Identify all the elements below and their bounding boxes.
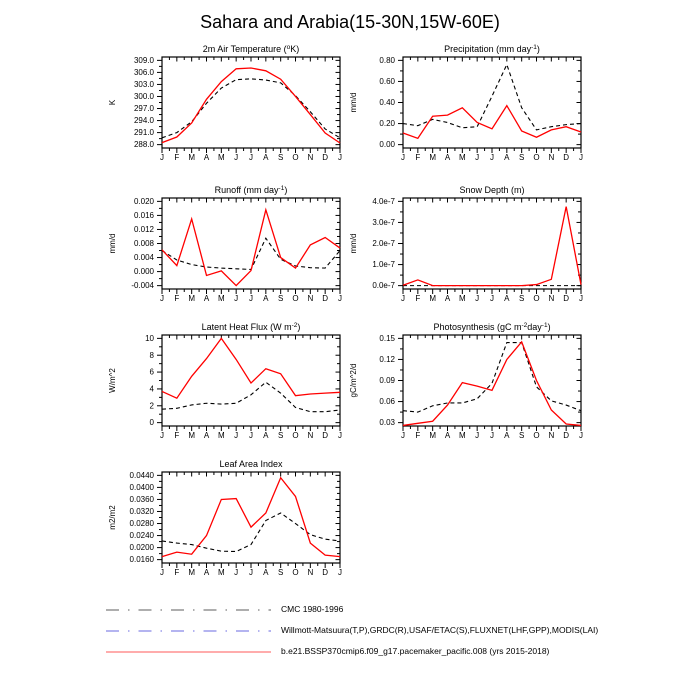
svg-text:D: D: [322, 294, 329, 303]
svg-text:4.0e-7: 4.0e-7: [372, 196, 395, 206]
svg-text:0.008: 0.008: [133, 239, 154, 249]
svg-text:M: M: [429, 294, 437, 303]
panel-2m-air-temperature: [100, 40, 350, 170]
svg-text:0.12: 0.12: [379, 355, 395, 365]
chart-svg: [100, 181, 350, 311]
y-axis-label: mm/d: [349, 92, 358, 113]
y-axis-label: K: [108, 99, 117, 106]
svg-text:J: J: [234, 568, 239, 577]
svg-text:S: S: [518, 153, 525, 162]
panel-leaf-area-index: [100, 455, 350, 585]
svg-text:O: O: [292, 294, 299, 303]
svg-text:10: 10: [145, 333, 154, 343]
svg-text:0.004: 0.004: [133, 253, 154, 263]
svg-text:A: A: [203, 294, 210, 303]
svg-text:M: M: [458, 431, 466, 440]
figure-title: Sahara and Arabia(15-30N,15W-60E): [200, 12, 500, 32]
svg-text:M: M: [429, 153, 437, 162]
svg-text:M: M: [188, 294, 196, 303]
legend-item-cmc: [105, 602, 685, 616]
svg-text:J: J: [160, 431, 164, 440]
obs-line: [162, 382, 340, 411]
svg-text:1.0e-7: 1.0e-7: [372, 260, 395, 270]
svg-text:D: D: [563, 294, 570, 303]
svg-text:J: J: [401, 294, 405, 303]
svg-text:0.15: 0.15: [379, 333, 395, 343]
svg-text:0.06: 0.06: [379, 397, 395, 407]
svg-text:M: M: [188, 431, 196, 440]
panel-title: Precipitation (mm day$^{-1}$): [444, 44, 540, 54]
svg-text:J: J: [338, 153, 342, 162]
svg-text:J: J: [338, 431, 342, 440]
chart-svg: [341, 318, 591, 448]
svg-text:S: S: [277, 431, 284, 440]
legend-line-solid-red: [105, 645, 272, 657]
svg-text:294.0: 294.0: [133, 116, 154, 126]
svg-text:J: J: [475, 431, 480, 440]
model-line: [162, 338, 340, 398]
svg-text:M: M: [188, 153, 196, 162]
panel-precipitation: [341, 40, 591, 170]
svg-text:J: J: [401, 431, 405, 440]
svg-text:F: F: [174, 431, 180, 440]
y-axis-label: mm/d: [108, 233, 117, 254]
svg-text:J: J: [160, 294, 164, 303]
svg-text:0.80: 0.80: [379, 55, 395, 65]
panel-title: Photosynthesis (gC $m^{-2}day^{-1}$): [433, 322, 551, 332]
chart-svg: [100, 40, 350, 170]
svg-text:0.016: 0.016: [133, 211, 154, 221]
model-line: [403, 342, 581, 426]
svg-text:0.020: 0.020: [133, 196, 154, 206]
legend-line-dashed-blue: [105, 624, 272, 636]
svg-text:3.0e-7: 3.0e-7: [372, 218, 395, 228]
svg-text:M: M: [217, 568, 225, 577]
y-axis-label: m2/m2: [108, 505, 117, 530]
svg-text:A: A: [203, 431, 210, 440]
svg-text:0.0240: 0.0240: [129, 531, 154, 541]
svg-text:0.40: 0.40: [379, 98, 395, 108]
svg-text:A: A: [504, 294, 510, 303]
legend: [105, 602, 685, 665]
svg-text:J: J: [234, 294, 239, 303]
svg-text:J: J: [249, 294, 253, 303]
svg-text:J: J: [160, 568, 164, 577]
svg-text:8: 8: [149, 350, 154, 360]
svg-text:0.000: 0.000: [133, 267, 154, 277]
svg-text:F: F: [415, 431, 421, 440]
svg-text:J: J: [234, 153, 239, 162]
svg-text:S: S: [277, 153, 284, 162]
svg-text:J: J: [475, 153, 480, 162]
svg-text:A: A: [504, 153, 510, 162]
svg-text:F: F: [415, 153, 421, 162]
legend-label-model-run: b.e21.BSSP370cmip6.f09_g17.pacemaker_pacific.008 (yrs 2015-2018): [281, 646, 550, 656]
svg-text:0: 0: [149, 418, 154, 428]
svg-text:N: N: [548, 294, 555, 303]
legend-label-cmc: CMC 1980-1996: [281, 604, 344, 614]
svg-text:0.0360: 0.0360: [129, 495, 154, 505]
svg-text:0.0200: 0.0200: [129, 543, 154, 553]
svg-text:M: M: [429, 431, 437, 440]
svg-text:O: O: [533, 431, 540, 440]
svg-text:M: M: [458, 153, 466, 162]
y-axis-label: W/m^2: [108, 368, 117, 393]
svg-text:2: 2: [149, 401, 154, 411]
svg-text:J: J: [475, 294, 480, 303]
svg-text:300.0: 300.0: [133, 92, 154, 102]
svg-text:M: M: [217, 153, 225, 162]
svg-text:A: A: [444, 294, 451, 303]
svg-text:N: N: [548, 431, 555, 440]
panel-title: Runoff (mm day$^{-1}$): [214, 185, 288, 195]
svg-text:J: J: [401, 153, 405, 162]
svg-text:O: O: [292, 153, 299, 162]
chart-svg: [100, 455, 350, 585]
svg-text:A: A: [263, 568, 269, 577]
svg-text:J: J: [160, 153, 164, 162]
svg-text:A: A: [203, 568, 210, 577]
svg-text:S: S: [277, 568, 284, 577]
chart-svg: [341, 40, 591, 170]
svg-text:O: O: [292, 431, 299, 440]
svg-text:A: A: [203, 153, 210, 162]
svg-text:A: A: [263, 431, 269, 440]
obs-line: [403, 343, 581, 413]
panel-latent-heat-flux: [100, 318, 350, 448]
svg-text:J: J: [579, 294, 583, 303]
panel-photosynthesis: [341, 318, 591, 448]
svg-text:J: J: [249, 568, 253, 577]
y-axis-label: mm/d: [349, 233, 358, 254]
svg-text:N: N: [307, 153, 314, 162]
svg-text:291.0: 291.0: [133, 128, 154, 138]
svg-text:J: J: [490, 431, 494, 440]
svg-text:J: J: [579, 153, 583, 162]
svg-text:0.0320: 0.0320: [129, 507, 154, 517]
svg-text:J: J: [249, 153, 253, 162]
svg-text:M: M: [217, 431, 225, 440]
svg-text:0.0e-7: 0.0e-7: [372, 281, 395, 291]
svg-text:2.0e-7: 2.0e-7: [372, 239, 395, 249]
svg-text:D: D: [563, 431, 570, 440]
panel-title: 2m Air Temperature ($^o$K): [202, 44, 300, 54]
obs-line: [162, 79, 340, 138]
svg-text:0.00: 0.00: [379, 140, 395, 150]
svg-text:J: J: [234, 431, 239, 440]
svg-text:O: O: [533, 153, 540, 162]
svg-text:0.60: 0.60: [379, 77, 395, 87]
svg-text:D: D: [563, 153, 570, 162]
svg-text:J: J: [338, 294, 342, 303]
svg-text:0.09: 0.09: [379, 376, 395, 386]
svg-text:0.03: 0.03: [379, 418, 395, 428]
svg-text:N: N: [307, 568, 314, 577]
svg-text:F: F: [415, 294, 421, 303]
svg-text:J: J: [579, 431, 583, 440]
svg-text:S: S: [518, 431, 525, 440]
svg-text:303.0: 303.0: [133, 80, 154, 90]
panel-title: Latent Heat Flux (W $m^{-2}$): [201, 322, 301, 332]
chart-svg: [100, 318, 350, 448]
panel-title: Snow Depth (m): [459, 185, 525, 195]
svg-text:N: N: [548, 153, 555, 162]
model-line: [162, 210, 340, 286]
svg-text:0.0400: 0.0400: [129, 483, 154, 493]
svg-text:M: M: [217, 294, 225, 303]
svg-text:0.012: 0.012: [133, 225, 154, 235]
svg-text:A: A: [444, 431, 451, 440]
svg-text:F: F: [174, 153, 180, 162]
chart-svg: [341, 181, 591, 311]
legend-label-obs-products: Willmott-Matsuura(T,P),GRDC(R),USAF/ETAC(S),FLUXNET(LHF,GPP),MODIS(LAI): [281, 625, 599, 635]
model-line: [403, 207, 581, 286]
svg-text:A: A: [263, 294, 269, 303]
model-line: [403, 106, 581, 139]
y-axis-label: gC/m^2/d: [349, 363, 358, 398]
svg-text:D: D: [322, 153, 329, 162]
svg-text:0.20: 0.20: [379, 119, 395, 129]
svg-text:J: J: [490, 294, 494, 303]
svg-text:M: M: [458, 294, 466, 303]
panel-snow-depth: [341, 181, 591, 311]
panel-title: Leaf Area Index: [219, 459, 283, 469]
svg-text:N: N: [307, 294, 314, 303]
svg-text:J: J: [249, 431, 253, 440]
svg-text:309.0: 309.0: [133, 55, 154, 65]
svg-text:A: A: [263, 153, 269, 162]
svg-text:4: 4: [149, 384, 154, 394]
svg-text:0.0280: 0.0280: [129, 519, 154, 529]
svg-text:M: M: [188, 568, 196, 577]
svg-text:O: O: [292, 568, 299, 577]
svg-text:J: J: [490, 153, 494, 162]
svg-text:D: D: [322, 568, 329, 577]
svg-text:S: S: [518, 294, 525, 303]
svg-text:6: 6: [149, 367, 154, 377]
svg-text:F: F: [174, 294, 180, 303]
svg-text:A: A: [444, 153, 451, 162]
model-line: [162, 68, 340, 143]
svg-text:O: O: [533, 294, 540, 303]
svg-text:S: S: [277, 294, 284, 303]
svg-text:-0.004: -0.004: [131, 281, 154, 291]
svg-text:0.0440: 0.0440: [129, 470, 154, 480]
svg-text:288.0: 288.0: [133, 140, 154, 150]
svg-text:N: N: [307, 431, 314, 440]
svg-text:D: D: [322, 431, 329, 440]
panel-runoff: [100, 181, 350, 311]
legend-item-obs-products: [105, 623, 685, 637]
svg-text:306.0: 306.0: [133, 68, 154, 78]
svg-text:J: J: [338, 568, 342, 577]
svg-text:F: F: [174, 568, 180, 577]
legend-line-dashed-gray: [105, 603, 272, 615]
svg-text:0.0160: 0.0160: [129, 555, 154, 565]
svg-text:297.0: 297.0: [133, 104, 154, 114]
legend-item-model-run: [105, 644, 685, 658]
svg-text:A: A: [504, 431, 510, 440]
